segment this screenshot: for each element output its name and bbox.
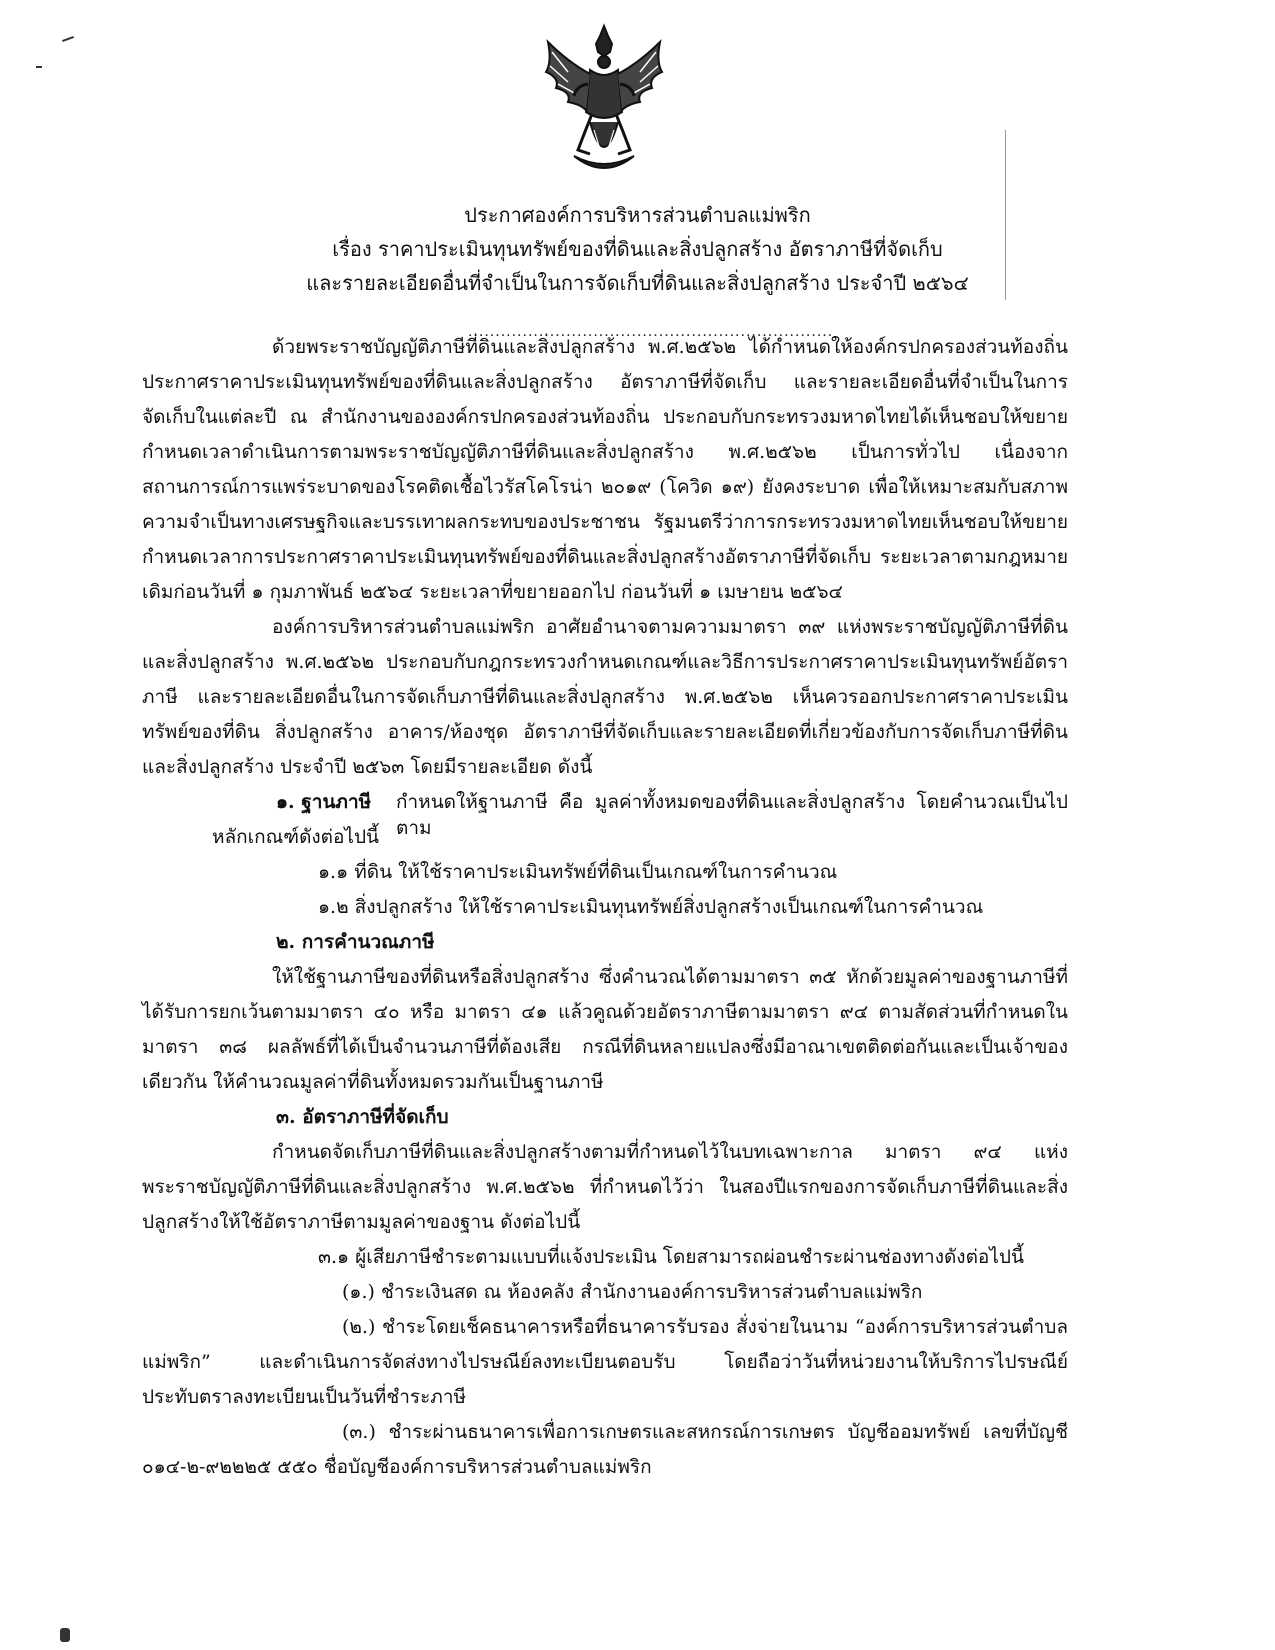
body-line: ๓.๑ ผู้เสียภาษีชำระตามแบบที่แจ้งประเมิน โดยสามารถผ่อนชำระผ่านช่องทางดังต่อไปนี้: [318, 1246, 1024, 1268]
body-line: เดิมก่อนวันที่ ๑ กุมภาพันธ์ ๒๕๖๔ ระยะเวลาที่ขยายออกไป ก่อนวันที่ ๑ เมษายน ๒๕๖๔: [142, 581, 843, 603]
body-line: พระราชบัญญัติภาษีที่ดินและสิ่งปลูกสร้าง พ.ศ.๒๕๖๒ ที่กำหนดไว้ว่า ในสองปีแรกของการจัดเก็บภาษีที่ดินและสิ่ง: [142, 1176, 1068, 1198]
body-line: กำหนดเวลาการประกาศราคาประเมินทุนทรัพย์ของที่ดินและสิ่งปลูกสร้างอัตราภาษีที่จัดเก็บ ระยะเวลาตามกฎหมาย: [142, 546, 1068, 568]
body-line: ทรัพย์ของที่ดิน สิ่งปลูกสร้าง อาคาร/ห้องชุด อัตราภาษีที่จัดเก็บและรายละเอียดที่เกี่ยวข้องกับการจัดเก็บภาษีที่ดิน: [142, 721, 1068, 743]
garuda-emblem-icon: [538, 22, 670, 182]
body-line: สถานการณ์การแพร่ระบาดของโรคติดเชื้อไวรัสโคโรน่า ๒๐๑๙ (โควิด ๑๙) ยังคงระบาด เพื่อให้เหมาะสมกับสภาพ: [142, 476, 1068, 498]
section-heading-1: ๑. ฐานภาษี: [276, 791, 372, 813]
announcement-subject-line-2: และรายละเอียดอื่นที่จำเป็นในการจัดเก็บที่ดินและสิ่งปลูกสร้าง ประจำปี ๒๕๖๔: [306, 271, 969, 295]
body-line: เดียวกัน ให้คำนวณมูลค่าที่ดินทั้งหมดรวมกันเป็นฐานภาษี: [142, 1071, 604, 1093]
body-line: ๑.๑ ที่ดิน ให้ใช้ราคาประเมินทรัพย์ที่ดินเป็นเกณฑ์ในการคำนวณ: [318, 861, 838, 883]
body-line: ภาษี และรายละเอียดอื่นในการจัดเก็บภาษีที่ดินและสิ่งปลูกสร้าง พ.ศ.๒๕๖๒ เห็นควรออกประกาศราคาประเมิน: [142, 686, 1068, 708]
section-heading-2: ๒. การคำนวณภาษี: [276, 931, 435, 953]
body-line: ๐๑๔-๒-๙๒๒๒๕ ๕๕๐ ชื่อบัญชีองค์การบริหารส่วนตำบลแม่พริก: [142, 1456, 652, 1478]
body-line: ๑.๒ สิ่งปลูกสร้าง ให้ใช้ราคาประเมินทุนทรัพย์สิ่งปลูกสร้างเป็นเกณฑ์ในการคำนวณ: [318, 896, 984, 918]
body-line: ประกาศราคาประเมินทุนทรัพย์ของที่ดินและสิ่งปลูกสร้าง อัตราภาษีที่จัดเก็บ และรายละเอียดอื่นที่จำเป็นในการ: [142, 371, 1068, 393]
body-line: กำหนดจัดเก็บภาษีที่ดินและสิ่งปลูกสร้างตามที่กำหนดไว้ในบทเฉพาะกาล มาตรา ๙๔ แห่ง: [272, 1141, 1068, 1163]
body-line: กำหนดเวลาดำเนินการตามพระราชบัญญัติภาษีที่ดินและสิ่งปลูกสร้าง พ.ศ.๒๕๖๒ เป็นการทั่วไป เนื่องจาก: [142, 441, 1068, 463]
body-line: องค์การบริหารส่วนตำบลแม่พริก อาศัยอำนาจตามความมาตรา ๓๙ แห่งพระราชบัญญัติภาษีที่ดิน: [272, 616, 1068, 638]
body-line: แม่พริก” และดำเนินการจัดส่งทางไปรษณีย์ลงทะเบียนตอบรับ โดยถือว่าวันที่หน่วยงานให้บริการไปรษณีย์: [142, 1351, 1068, 1373]
body-line: ปลูกสร้างให้ใช้อัตราภาษีตามมูลค่าของฐาน ดังต่อไปนี้: [142, 1211, 581, 1233]
scan-mark: [62, 36, 74, 42]
body-line: ความจำเป็นทางเศรษฐกิจและบรรเทาผลกระทบของประชาชน รัฐมนตรีว่าการกระทรวงมหาดไทยเห็นชอบให้ขยาย: [142, 511, 1068, 533]
body-line: ให้ใช้ฐานภาษีของที่ดินหรือสิ่งปลูกสร้าง ซึ่งคำนวณได้ตามมาตรา ๓๕ หักด้วยมูลค่าของฐานภาษีที่: [272, 966, 1068, 988]
body-line: (๒.) ชำระโดยเช็คธนาคารหรือที่ธนาคารรับรอง สั่งจ่ายในนาม “องค์การบริหารส่วนตำบล: [342, 1316, 1068, 1338]
body-line: มาตรา ๓๘ ผลลัพธ์ที่ได้เป็นจำนวนภาษีที่ต้องเสีย กรณีที่ดินหลายแปลงซึ่งมีอาณาเขตติดต่อกันและเป็นเจ้าของ: [142, 1036, 1068, 1058]
body-line: จัดเก็บในแต่ละปี ณ สำนักงานขององค์กรปกครองส่วนท้องถิ่น ประกอบกับกระทรวงมหาดไทยได้เห็นชอบให้ขยาย: [142, 406, 1068, 428]
section-heading-3: ๓. อัตราภาษีที่จัดเก็บ: [276, 1106, 449, 1128]
announcement-subject-line-1: เรื่อง ราคาประเมินทุนทรัพย์ของที่ดินและสิ่งปลูกสร้าง อัตราภาษีที่จัดเก็บ: [332, 237, 943, 261]
body-line: และสิ่งปลูกสร้าง ประจำปี ๒๕๖๓ โดยมีรายละเอียด ดังนี้: [142, 756, 593, 778]
body-line: ด้วยพระราชบัญญัติภาษีที่ดินและสิ่งปลูกสร้าง พ.ศ.๒๕๖๒ ได้กำหนดให้องค์กรปกครองส่วนท้องถิ่น: [272, 336, 1068, 358]
scan-mark: [60, 1628, 70, 1642]
body-line: และสิ่งปลูกสร้าง พ.ศ.๒๕๖๒ ประกอบกับกฎกระทรวงกำหนดเกณฑ์และวิธีการประกาศราคาประเมินทุนทรัพย์อัตรา: [142, 651, 1068, 673]
announcement-title: ประกาศองค์การบริหารส่วนตำบลแม่พริก: [464, 203, 811, 227]
body-line: หลักเกณฑ์ดังต่อไปนี้: [212, 826, 380, 848]
body-line: ได้รับการยกเว้นตามมาตรา ๔๐ หรือ มาตรา ๔๑ แล้วคูณด้วยอัตราภาษีตามมาตรา ๙๔ ตามสัดส่วนที่กำหนดใน: [142, 1001, 1068, 1023]
body-line: (๑.) ชำระเงินสด ณ ห้องคลัง สำนักงานองค์การบริหารส่วนตำบลแม่พริก: [342, 1281, 923, 1303]
separator-dots: ...................................................................: [468, 324, 834, 340]
body-line: (๓.) ชำระผ่านธนาคารเพื่อการเกษตรและสหกรณ์การเกษตร บัญชีออมทรัพย์ เลขที่บัญชี: [342, 1421, 1068, 1443]
scan-mark: [36, 66, 42, 68]
body-line: ประทับตราลงทะเบียนเป็นวันที่ชำระภาษี: [142, 1386, 467, 1408]
body-line: กำหนดให้ฐานภาษี คือ มูลค่าทั้งหมดของที่ดินและสิ่งปลูกสร้าง โดยคำนวณเป็นไปตาม: [396, 791, 1068, 839]
